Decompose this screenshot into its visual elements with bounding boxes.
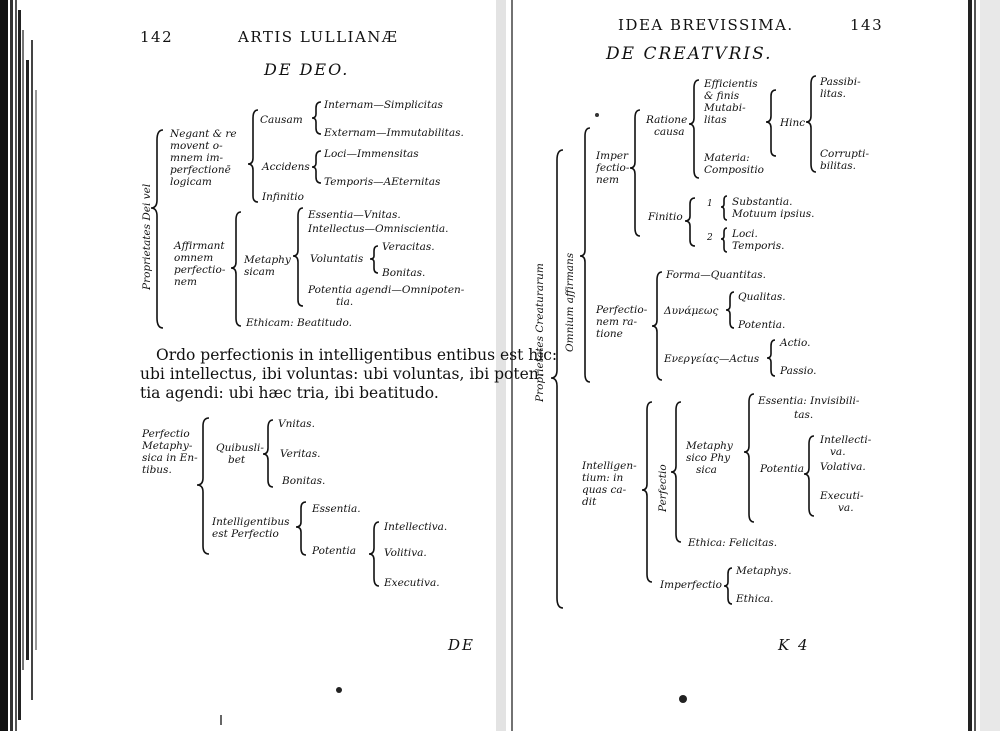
- finitio-label: Finitio: [648, 211, 683, 223]
- forma-label: Forma—Quantitas.: [666, 269, 766, 281]
- voluntatis-label: Voluntatis: [310, 253, 364, 265]
- left-catchword: DE: [448, 636, 475, 654]
- ethica2-label: Ethica.: [736, 593, 774, 605]
- intellectus-label: Intellectus—Omniscientia.: [308, 223, 449, 235]
- right-page-number: 143: [850, 16, 884, 34]
- temporis-label: Temporis—AEternitas: [324, 176, 441, 188]
- ratione-causa-label: Ratione causa: [646, 114, 688, 138]
- executiva-label: Executi- va.: [820, 490, 864, 514]
- infinitio-label: Infinitio: [262, 191, 304, 203]
- intellectiva-label: Intellecti- va.: [820, 434, 872, 458]
- bonitas-label: Bonitas.: [382, 267, 426, 279]
- essentia-label: Essentia—Vnitas.: [308, 209, 401, 221]
- potentia2-label: Potentia: [312, 545, 356, 557]
- left-vertical-label: Proprietates Dei vel: [141, 183, 153, 290]
- volativa-label: Volativa.: [820, 461, 866, 473]
- omnium-affirmans-label: Omnium affirmans: [564, 252, 576, 352]
- left-book-edge: [0, 0, 37, 731]
- executiva-label: Executiva.: [384, 577, 440, 589]
- veritas-label: Veritas.: [280, 448, 321, 460]
- externam-label: Externam—Immutabilitas.: [324, 127, 464, 139]
- metaphysico-physica-label: Metaphy sico Phy sica: [686, 440, 733, 476]
- dynameos-label: Δυνάμεως: [664, 305, 719, 317]
- corruptibilitas-label: Corrupti- bilitas.: [820, 148, 870, 172]
- energeias-label: Ενεργείας—Actus: [664, 353, 760, 365]
- perfectionem-ratione-label: Perfectio- nem ra- tione: [596, 304, 648, 340]
- veracitas-label: Veracitas.: [382, 241, 435, 253]
- potentia2-label: Potentia: [760, 463, 804, 475]
- efficientis-label: Efficientis & finis Mutabi- litas: [704, 78, 758, 126]
- signature-mark: K 4: [778, 636, 810, 654]
- loci-label: Loci—Immensitas: [324, 148, 419, 160]
- right-vertical-label: Proprietates Creaturarum: [534, 263, 546, 402]
- negant-label: Negant & re movent o- mnem im- perfectionē logicam: [170, 128, 237, 188]
- affirmant-label: Affirmant omnem perfectio- nem: [174, 240, 226, 288]
- essentia-invisibilitas-label: Essentia: Invisibili-: [758, 395, 860, 407]
- bonitas2-label: Bonitas.: [282, 475, 326, 487]
- finitio-num-2: 2: [707, 233, 713, 243]
- right-running-head: IDEA BREVISSIMA.: [618, 16, 794, 34]
- quibuslibet-label: Quibusli- bet: [216, 442, 264, 466]
- accidens-label: Accidens: [262, 161, 310, 173]
- substantia-label: Substantia. Motuum ipsius.: [732, 196, 815, 220]
- intellectiva-label: Intellectiva.: [384, 521, 448, 533]
- qualitas-label: Qualitas.: [738, 291, 786, 303]
- order-paragraph: Ordo perfectionis in intelligentibus entibus est hic: ubi intellectus, ibi voluntas: ubi voluntas, ibi poten- tia agendi: ubi hæc tria, ibi beatitudo.: [140, 346, 558, 402]
- left-page-number: 142: [140, 28, 174, 46]
- tas-label: tas.: [794, 409, 814, 421]
- ethicam-label: Ethicam: Beatitudo.: [246, 317, 352, 329]
- materia-label: Materia: Compositio: [704, 152, 765, 176]
- perfectio-metaphysica-label: Perfectio Metaphy- sica in En- tibus.: [142, 428, 198, 476]
- left-title: DE DEO.: [264, 60, 350, 79]
- ethica-felicitas-label: Ethica: Felicitas.: [688, 537, 778, 549]
- metaphys-label: Metaphys.: [736, 565, 792, 577]
- essentia2-label: Essentia.: [312, 503, 361, 515]
- imperfectio-label: Imperfectio: [660, 579, 722, 591]
- volitiva-label: Volitiva.: [384, 547, 427, 559]
- perfectio-vertical-label: Perfectio: [657, 464, 669, 512]
- right-title: DE CREATVRIS.: [606, 44, 773, 64]
- finitio-num-1: 1: [707, 199, 713, 209]
- intelligentibus-label: Intelligentibus est Perfectio: [212, 516, 290, 540]
- left-running-head: ARTIS LULLIANÆ: [238, 28, 399, 46]
- potentia-agendi-label: Potentia agendi—Omnipoten- tia.: [308, 284, 465, 308]
- metaphysicam-label: Metaphy sicam: [244, 254, 291, 278]
- imperfectionem-label: Imper fectio- nem: [596, 150, 630, 186]
- internam-label: Internam—Simplicitas: [324, 99, 443, 111]
- actio-label: Actio.: [780, 337, 811, 349]
- causam-label: Causam: [260, 114, 303, 126]
- hinc-label: Hinc: [780, 117, 806, 129]
- vnitas-label: Vnitas.: [278, 418, 315, 430]
- passio-label: Passio.: [780, 365, 817, 377]
- passibilitas-label: Passibi- litas.: [820, 76, 861, 100]
- potentia-label: Potentia.: [738, 319, 786, 331]
- intelligentium-label: Intelligen- tium: in quas ca- dit: [582, 460, 637, 508]
- loci-temporis-label: Loci. Temporis.: [732, 228, 785, 252]
